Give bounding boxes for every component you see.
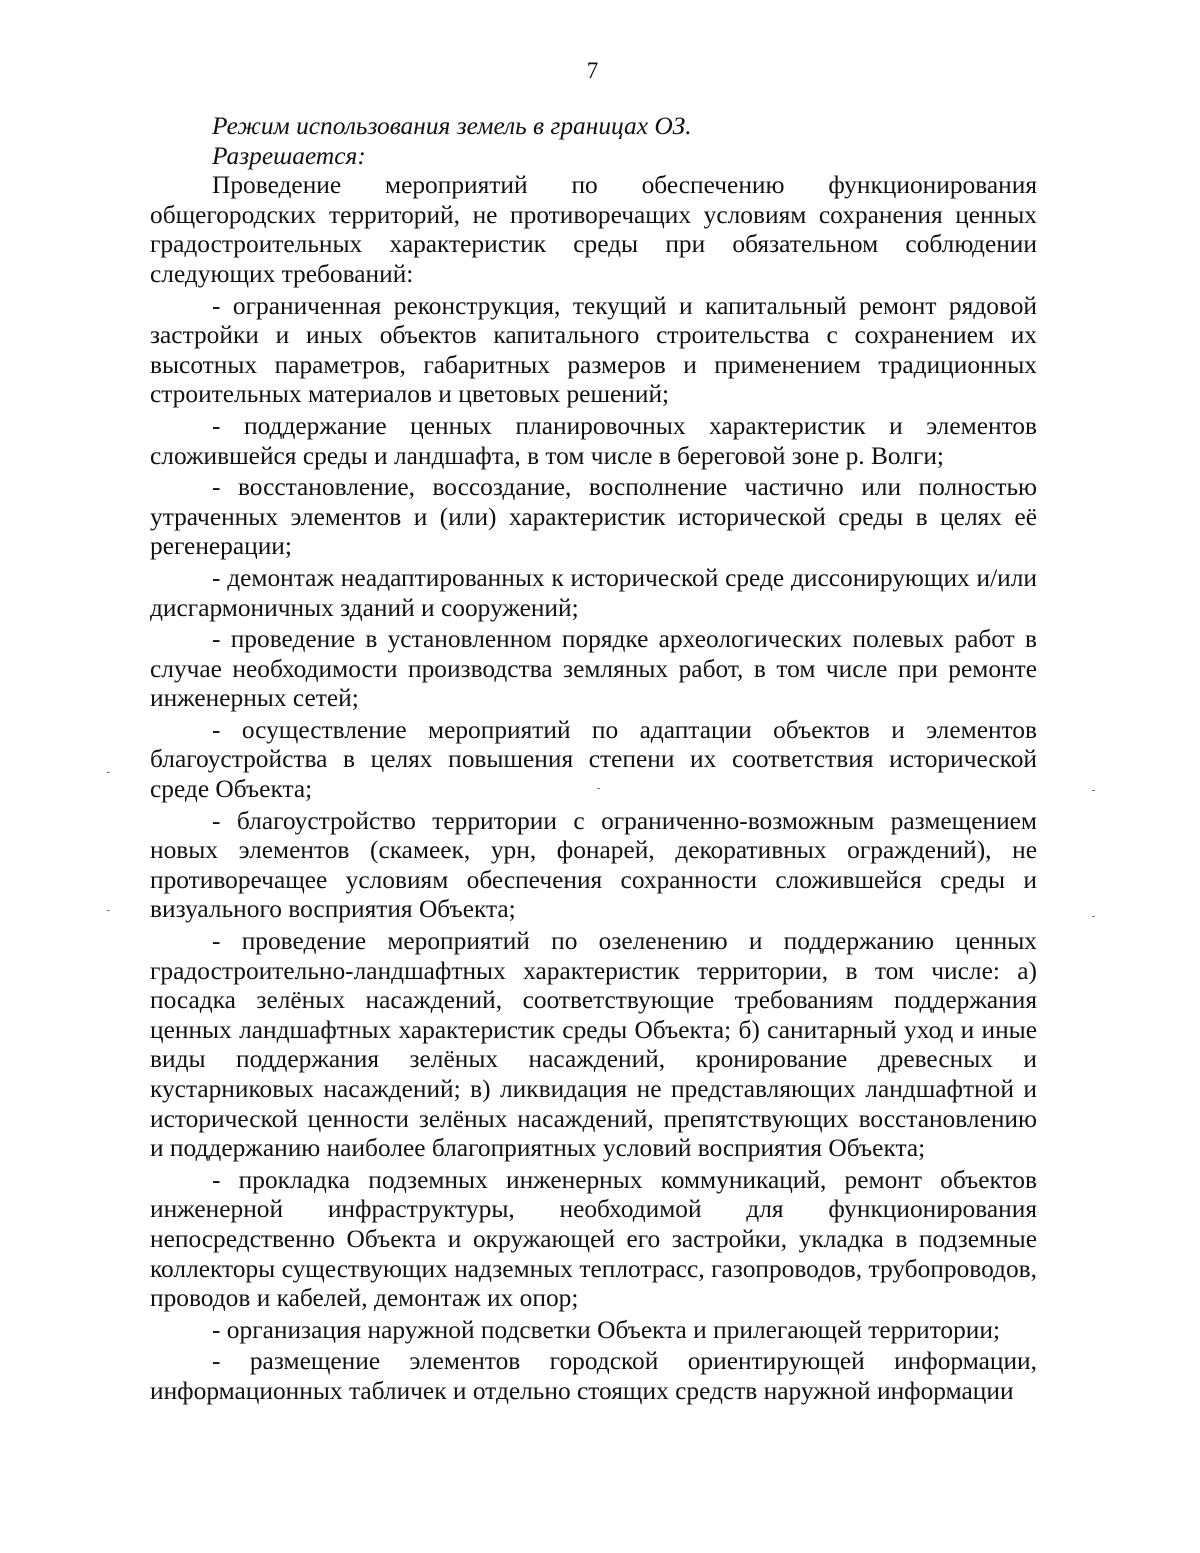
scan-speck bbox=[1092, 916, 1095, 917]
list-item-dismantling: - демонтаж неадаптированных к исторической среде диссонирующих и/или дисгармоничных зданий и сооружений; bbox=[150, 563, 1037, 622]
page-number: 7 bbox=[586, 58, 599, 83]
list-item-archaeology: - проведение в установленном порядке археологических полевых работ в случае необходимости производства земляных работ, в том числе при ремонте инженерных сетей; bbox=[150, 625, 1037, 713]
paragraph-intro: Проведение мероприятий по обеспечению функционирования общегородских территорий, не противоречащих условиям сохранения ценных градостроительных характеристик среды при обязательном соблюдении следующих требований: bbox=[150, 171, 1037, 288]
section-subheading: Разрешается: bbox=[212, 141, 366, 170]
list-item-restoration: - восстановление, воссоздание, восполнение частично или полностью утраченных элементов и (или) характеристик исторической среды в целях её регенерации; bbox=[150, 473, 1037, 561]
list-item-utilities: - прокладка подземных инженерных коммуникаций, ремонт объектов инженерной инфраструктуры, необходимой для функционирования непосредственно Объекта и окружающей его застройки, укладка в подземные коллекторы существующих надземных теплотрасс, газопроводов, трубопроводов, проводов и кабелей, демонтаж их опор; bbox=[150, 1165, 1037, 1313]
list-item-greening: - проведение мероприятий по озеленению и поддержанию ценных градостроительно-ландшафтных характеристик территории, в том числе: а) посадка зелёных насаждений, соответствующие требованиям поддержания ценных ландшафтных характеристик среды Объекта; б) санитарный уход и иные виды поддержания зелёных насаждений, кронирование древесных и кустарниковых насаждений; в) ликвидация не представляющих ландшафтной и исторической ценности зелёных насаждений, препятствующих восстановлению и поддержанию наиболее благоприятных условий восприятия Объекта; bbox=[150, 927, 1037, 1163]
scan-speck bbox=[107, 772, 110, 773]
list-item-planning-characteristics: - поддержание ценных планировочных характеристик и элементов сложившейся среды и ландшафта, в том числе в береговой зоне р. Волги; bbox=[150, 411, 1037, 470]
list-item-lighting: - организация наружной подсветки Объекта и прилегающей территории; bbox=[212, 1315, 1001, 1344]
list-item-signage: - размещение элементов городской ориентирующей информации, информационных табличек и отдельно стоящих средств наружной информации bbox=[150, 1347, 1037, 1405]
section-heading: Режим использования земель в границах ОЗ. bbox=[212, 112, 692, 140]
list-item-adaptation: - осуществление мероприятий по адаптации объектов и элементов благоустройства в целях повышения степени их соответствия исторической среде Объекта; bbox=[150, 715, 1037, 804]
scan-speck bbox=[107, 910, 110, 911]
list-item-landscaping: - благоустройство территории с ограниченно-возможным размещением новых элементов (скамеек, урн, фонарей, декоративных ограждений), не противоречащее условиям обеспечения сохранности сложившейся среды и визуального восприятия Объекта; bbox=[150, 806, 1037, 924]
list-item-reconstruction: - ограниченная реконструкция, текущий и капитальный ремонт рядовой застройки и иных объектов капитального строительства с сохранением их высотных параметров, габаритных размеров и применением традиционных строительных материалов и цветовых решений; bbox=[150, 291, 1037, 409]
document-body bbox=[150, 112, 1037, 1407]
scan-speck bbox=[1092, 790, 1095, 791]
scan-speck bbox=[597, 788, 600, 789]
